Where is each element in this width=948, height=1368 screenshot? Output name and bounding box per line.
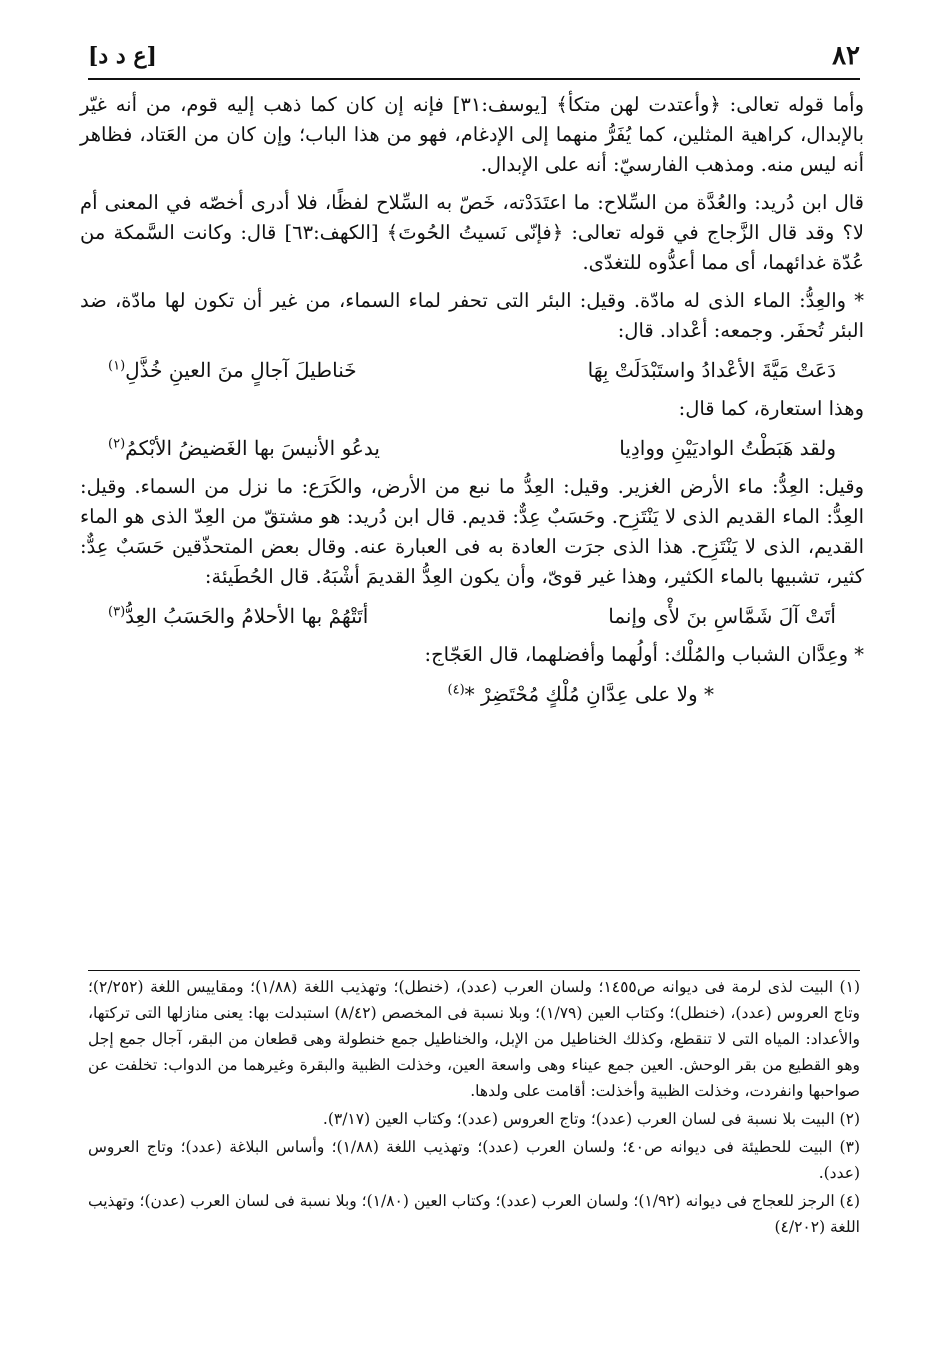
footnote: (٤) الرجز للعجاج فى ديوانه (١/٩٢)؛ ولسان العرب (عدد)؛ وكتاب العين (١/٨٠)؛ وبلا نسبة فى لسان العرب (عدن)؛ وتهذيب اللغة (٤/٢٠٢) xyxy=(87,1192,860,1236)
page-header xyxy=(88,34,860,80)
footnote-divider xyxy=(88,970,860,971)
footnote: (١) البيت لذى لرمة فى ديوانه ص١٤٥٥؛ ولسان العرب (عدد)، (خنطل)؛ وتهذيب اللغة (١/٨٨)؛ ومقاييس اللغة (٢/٢٥٢)؛ وتاج العروس (عدد)، (خنطل)؛ وكتاب العين (١/٧٩)؛ وبلا نسبة فى المخصص (٨/٤٢) استبدلت بها: يعنى منازلها التى تركتها، والأعداد: المياه التى لا تنقطع، وكذلك الخناطيل من الإبل، والخناطيل جمع خنطولة وهى قطعان من البقر، آجال جمع إجل وهو القطيع من بقر الوحش. العين جمع عيناء وهى واسعة العين، وخذلت الظبية والبقرة وغيرهما من الدواب: تخلفت عن صواحبها وانفردت، وخذلت الظبية وأخذلت: أقامت على ولدها. xyxy=(88,978,860,1100)
footnote-ref: (١) xyxy=(108,358,126,374)
main-text xyxy=(80,90,864,714)
footnote-ref: (٢) xyxy=(108,436,126,452)
verse-text: خَناطيلَ آجالٍ منَ العينِ خُذَّلِ xyxy=(125,358,357,382)
paragraph: وقيل: العِدُّ: ماء الأرض الغزير. وقيل: العِدُّ ما نبع من الأرض، والكَرَع: ما نزل من السماء. وقيل: العِدُّ: الماء القديم الذى لا يَنْتَزِح. وحَسَبٌ عِدٌّ: قديم. قال ابن دُريد: هو مشتقّ من العِدّ الذى هو الماء القديم، الذى لا يَنْتَزِح. هذا الذى جرَت العادة به فى العبارة عنه. وقال بعض المتحذّقين حَسَبٌ عِدٌّ: كثير، تشبيها بالماء الكثير، وهذا غير قوىّ، وأن يكون العِدُّ القديمَ أشْبَهُ. قال الحُطَيئة: xyxy=(80,475,864,588)
rajaz-line xyxy=(80,678,864,710)
paragraph: قال ابن دُريد: والعُدَّة من السِّلاح: ما اعتَدَدْته، خَصّ به السِّلاح لفظًا، فلا أدرى أخصّه في المعنى أم لا؟ وقد قال الزَّجاج في قوله تعالى: ﴿فإنّى نَسيتُ الحُوتَ﴾ [الكهف:٦٣] قال: وكانت السَّمكة من عُدّة غدائهما، أى مما أعدُّوه للتغدّى. xyxy=(80,191,864,274)
rajaz-text: * ولا على عِدَّانِ مُلْكٍ مُحْتَضِرْ * xyxy=(464,682,714,706)
paragraph: وهذا استعارة، كما قال: xyxy=(678,397,864,420)
verse-first-hemistich: أتَتْ آلَ شَمَّاسِ بنَ لأْى وإنما xyxy=(608,604,836,628)
verse-first-hemistich: ولقد هَبَطْتُ الواديَيْنِ ووادِيا xyxy=(619,436,836,460)
footnote-ref: (٤) xyxy=(447,682,465,698)
paragraph: * وعِدَّان الشباب والمُلْك: أولُهما وأفضلهما، قال العَجّاج: xyxy=(424,643,864,666)
footnote-ref: (٣) xyxy=(108,604,126,620)
footnote: (٣) البيت للحطيئة فى ديوانه ص٤٠؛ ولسان العرب (عدد)؛ وتهذيب اللغة (١/٨٨)؛ وأساس البلاغة (عدد)؛ وتاج العروس (عدد). xyxy=(88,1138,860,1182)
verse-text: يدعُو الأنيسَ بها الغَضيضُ الأبْكمُ xyxy=(125,436,380,460)
verse-first-hemistich: دَعَتْ مَيَّةَ الأعْدادُ واستَبْدَلَتْ بِهَا xyxy=(587,358,836,382)
poetry-verse xyxy=(80,600,864,632)
verse-text: أتَتْهُمْ بها الأحلامُ والحَسَبُ العِدُّ xyxy=(125,604,369,628)
page-number: ٨٢ xyxy=(832,41,860,71)
verse-second-hemistich xyxy=(108,600,368,632)
footnote: (٢) البيت بلا نسبة فى لسان العرب (عدد)؛ وتاج العروس (عدد)؛ وكتاب العين (٣/١٧). xyxy=(322,1110,860,1128)
verse-second-hemistich xyxy=(108,354,357,386)
poetry-verse xyxy=(80,354,864,386)
paragraph: وأما قوله تعالى: ﴿وأعتدت لهن متكأ﴾ [يوسف:٣١] فإنه إن كان كما ذهب إليه قوم، من أنه غيّر بالإبدال، كراهية المثلين، كما يُفَرُّ منهما إلى الإدغام، فهو من هذا الباب؛ وإن كان من العَتاد، فظاهر أنه ليس منه. ومذهب الفارسيّ: أنه على الإبدال. xyxy=(80,93,864,176)
entry-root: [ع د د] xyxy=(88,43,157,69)
poetry-verse xyxy=(80,432,864,464)
footnotes xyxy=(88,974,860,1242)
verse-second-hemistich xyxy=(108,432,380,464)
paragraph: * والعِدُّ: الماء الذى له مادّة. وقيل: البئر التى تحفر لماء السماء، من غير أن تكون لها مادّة، ضد البئر تُحفَر. وجمعه: أعْداد. قال: xyxy=(80,289,864,342)
